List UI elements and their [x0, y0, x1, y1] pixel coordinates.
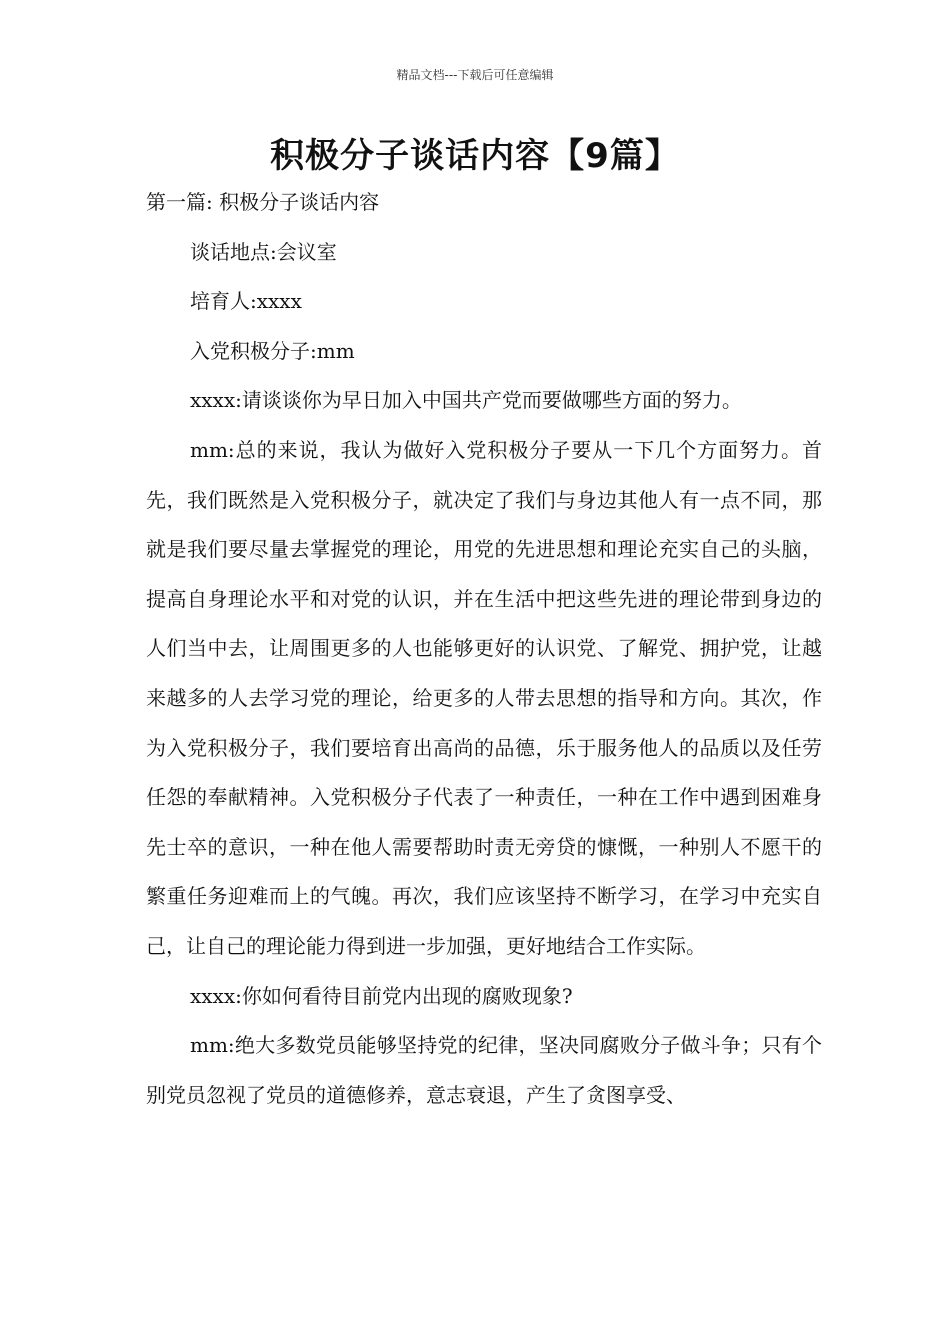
trainer-line: 培育人:xxxx [190, 289, 302, 314]
question-paragraph: xxxx:你如何看待目前党内出现的腐败现象? [190, 983, 573, 1008]
section-heading: 第一篇: 积极分子谈话内容 [146, 190, 380, 214]
activist-line: 入党积极分子:mm [190, 338, 355, 363]
document-title: 积极分子谈话内容【9篇】 [270, 136, 680, 176]
document-body [146, 178, 822, 1120]
meeting-location: 谈话地点:会议室 [190, 239, 337, 264]
answer-paragraph: mm:绝大多数党员能够坚持党的纪律，坚决同腐败分子做斗争；只有个别党员忽视了党员的道德修养，意志衰退，产生了贪图享受、 [146, 1033, 822, 1107]
answer-paragraph: mm:总的来说，我认为做好入党积极分子要从一下几个方面努力。首先，我们既然是入党积极分子，就决定了我们与身边其他人有一点不同，那就是我们要尽量去掌握党的理论，用党的先进思想和理论充实自己的头脑，提高自身理论水平和对党的认识，并在生活中把这些先进的理论带到身边的人们当中去，让周围更多的人也能够更好的认识党、了解党、拥护党，让越来越多的人去学习党的理论，给更多的人带去思想的指导和方向。其次，作为入党积极分子，我们要培育出高尚的品德，乐于服务他人的品质以及任劳任怨的奉献精神。入党积极分子代表了一种责任，一种在工作中遇到困难身先士卒的意识，一种在他人需要帮助时责无旁贷的慷慨，一种别人不愿干的繁重任务迎难而上的气魄。再次，我们应该坚持不断学习，在学习中充实自己，让自己的理论能力得到进一步加强，更好地结合工作实际。 [146, 437, 822, 958]
question-paragraph: xxxx:请谈谈你为早日加入中国共产党而要做哪些方面的努力。 [190, 388, 742, 413]
page-header: 精品文档---下载后可任意编辑 [396, 68, 554, 82]
